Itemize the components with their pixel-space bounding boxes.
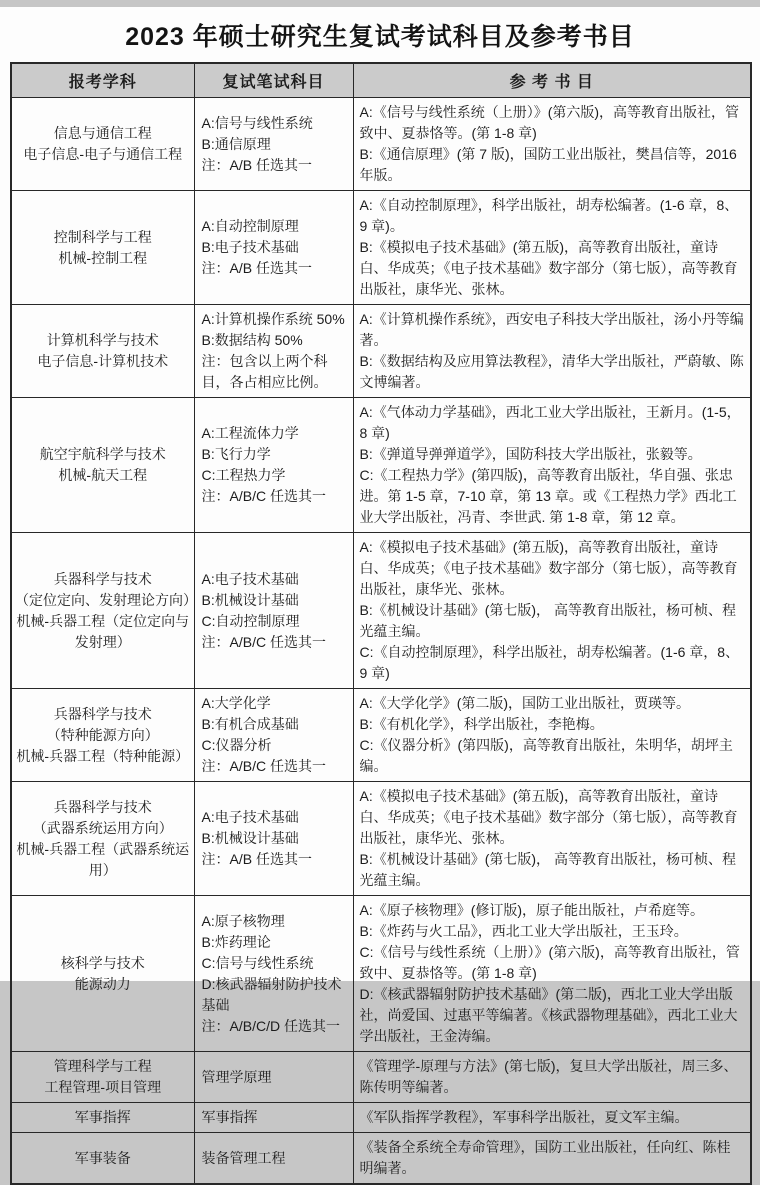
refs-cell — [353, 1103, 751, 1133]
reference-line: B:《弹道导弹弹道学》，国防科技大学出版社，张毅等。 — [359, 446, 702, 462]
subject-line: 兵器科学与技术 — [53, 570, 152, 587]
exam-line: 注：A/B/C/D 任选其一 — [201, 1017, 340, 1034]
exam-line: B:有机合成基础 — [201, 716, 299, 732]
reference-line: 《装备全系统全寿命管理》，国防工业出版社，任向红、陈桂明编著。 — [359, 1139, 731, 1176]
table-row — [11, 1103, 751, 1133]
exam-line: A:信号与线性系统 — [201, 114, 313, 131]
exam-cell — [194, 1103, 353, 1133]
exam-cell — [194, 398, 353, 533]
exam-line: 注：A/B/C 任选其一 — [201, 488, 326, 504]
subject-cell — [11, 1133, 194, 1185]
refs-cell — [353, 1052, 751, 1103]
exam-line: A:计算机操作系统 50% — [201, 311, 345, 327]
subject-line: 工程管理-项目管理 — [44, 1079, 162, 1095]
table-body — [11, 98, 751, 1185]
subject-cell — [11, 533, 197, 689]
subject-line: 机械-控制工程 — [58, 249, 148, 266]
reference-line: A:《模拟电子技术基础》(第五版)，高等教育出版社，童诗白、华成英；《电子技术基础》数字部分（第七版），高等教育出版社，康华光、张林。 — [359, 539, 738, 597]
exam-line: A:大学化学 — [201, 695, 271, 711]
subject-cell — [11, 1103, 194, 1133]
header-subject: 报考学科 — [11, 63, 194, 98]
exam-line: D:核武器辐射防护技术基础 — [201, 975, 342, 1013]
subject-line: 信息与通信工程 — [53, 125, 152, 141]
subject-cell — [11, 398, 194, 533]
reference-line: C:《仪器分析》(第四版)，高等教育出版社，朱明华，胡坪主编。 — [359, 737, 733, 774]
refs-cell — [353, 98, 751, 191]
table-row — [11, 398, 751, 533]
subject-line: 控制科学与工程 — [53, 228, 152, 245]
subject-line: 航空宇航科学与技术 — [39, 446, 166, 462]
subject-line: 兵器科学与技术 — [53, 798, 152, 815]
table-row — [11, 1052, 751, 1103]
table-row — [11, 191, 751, 305]
exam-line: A:自动控制原理 — [201, 218, 299, 234]
subject-line: 机械-兵器工程（定位定向与发射理） — [16, 612, 190, 650]
exam-line: B:飞行力学 — [201, 446, 271, 462]
exam-line: 注：A/B 任选其一 — [201, 851, 312, 867]
exam-line: A:电子技术基础 — [201, 809, 299, 825]
reference-line: A:《自动控制原理》，科学出版社，胡寿松编著。(1-6 章，8、9 章)。 — [359, 197, 739, 234]
exam-cell — [194, 533, 353, 689]
reference-line: 《管理学-原理与方法》(第七版)，复旦大学出版社，周三多、陈传明等编著。 — [359, 1058, 738, 1095]
exam-cell — [194, 782, 353, 896]
exam-line: B:机械设计基础 — [201, 830, 299, 846]
reference-line: B:《模拟电子技术基础》(第五版)，高等教育出版社，童诗白、华成英；《电子技术基础》数字部分（第七版），高等教育出版社，康华光、张林。 — [359, 239, 738, 297]
exam-cell — [194, 1052, 353, 1103]
exam-line: B:电子技术基础 — [201, 239, 299, 255]
reference-line: C:《信号与线性系统（上册）》(第六版)，高等教育出版社，管致中、夏恭恪等。(第 1-8 章) — [359, 944, 740, 981]
reference-line: A:《大学化学》(第二版)，国防工业出版社，贾瑛等。 — [359, 695, 691, 711]
exam-line: B:数据结构 50% — [201, 332, 303, 348]
subject-line: 机械-航天工程 — [58, 467, 148, 483]
reference-line: B:《有机化学》，科学出版社，李艳梅。 — [359, 716, 604, 732]
reference-line: A:《原子核物理》(修订版)，原子能出版社，卢希庭等。 — [359, 902, 705, 918]
subject-line: 能源动力 — [74, 975, 131, 992]
exam-line: B:机械设计基础 — [201, 591, 299, 608]
subject-line: 核科学与技术 — [60, 954, 145, 971]
exam-line: 注：A/B/C 任选其一 — [201, 758, 326, 774]
subject-line: 机械-兵器工程（特种能源） — [16, 747, 190, 764]
reference-line: B:《机械设计基础》(第七版)， 高等教育出版社，杨可桢、程光蕴主编。 — [359, 602, 736, 639]
exam-line: C:自动控制原理 — [201, 612, 300, 629]
subject-line: 管理科学与工程 — [53, 1058, 152, 1074]
subject-line: （特种能源方向） — [46, 726, 159, 743]
reference-line: B:《炸药与火工品》，西北工业大学出版社，王玉玲。 — [359, 923, 688, 939]
table-row — [11, 689, 751, 782]
refs-cell — [353, 191, 751, 305]
table-row — [11, 305, 751, 398]
subject-cell — [11, 896, 194, 1052]
subject-line: （定位定向、发射理论方向） — [15, 591, 197, 608]
refs-cell — [353, 782, 751, 896]
subject-cell — [11, 98, 194, 191]
exam-line: 装备管理工程 — [201, 1149, 286, 1166]
reference-line: A:《计算机操作系统》，西安电子科技大学出版社，汤小丹等编著。 — [359, 311, 744, 348]
exam-line: 军事指挥 — [201, 1109, 258, 1125]
subject-cell — [11, 305, 194, 398]
exam-line: C:仪器分析 — [201, 737, 272, 753]
subject-cell — [11, 689, 194, 782]
exam-cell — [194, 896, 353, 1052]
reference-line: B:《通信原理》(第 7 版)，国防工业出版社，樊昌信等，2016 年版。 — [359, 146, 737, 183]
reference-line: A:《信号与线性系统（上册）》(第六版)，高等教育出版社，管致中、夏恭恪等。(第 1-8 章) — [359, 104, 740, 141]
subject-line: 电子信息-计算机技术 — [37, 353, 169, 369]
subject-cell — [11, 191, 194, 305]
exam-line: A:电子技术基础 — [201, 570, 299, 587]
exam-cell — [194, 689, 353, 782]
subject-line: （武器系统运用方向） — [32, 819, 173, 836]
reference-line: D:《核武器辐射防护技术基础》(第二版)，西北工业大学出版社，尚爱国、过惠平等编著。《核武器物理基础》，西北工业大学出版社，王金涛编。 — [359, 986, 738, 1044]
refs-cell — [353, 533, 751, 689]
refs-cell — [353, 305, 751, 398]
refs-cell — [353, 896, 751, 1052]
exam-line: A:工程流体力学 — [201, 425, 299, 441]
exam-line: C:信号与线性系统 — [201, 954, 314, 971]
reference-line: B:《数据结构及应用算法教程》，清华大学出版社，严蔚敏、陈文博编著。 — [359, 353, 744, 390]
exam-line: A:原子核物理 — [201, 912, 285, 929]
exam-cell — [194, 98, 353, 191]
exam-line: C:工程热力学 — [201, 467, 286, 483]
table-row — [11, 1133, 751, 1185]
header-exam-subjects: 复试笔试科目 — [194, 63, 353, 98]
exam-cell — [194, 1133, 353, 1185]
page-title: 2023 年硕士研究生复试考试科目及参考书目 — [125, 23, 635, 51]
reference-table — [10, 62, 752, 1185]
subject-cell — [11, 782, 194, 896]
subject-line: 计算机科学与技术 — [46, 332, 159, 348]
refs-cell — [353, 689, 751, 782]
reference-line: A:《模拟电子技术基础》(第五版)，高等教育出版社，童诗白、华成英；《电子技术基础》数字部分（第七版），高等教育出版社，康华光、张林。 — [359, 788, 738, 846]
reference-line: 《军队指挥学教程》，军事科学出版社，夏文军主编。 — [359, 1109, 689, 1125]
exam-cell — [194, 305, 353, 398]
header-row — [11, 63, 751, 98]
exam-line: B:炸药理论 — [201, 933, 271, 950]
header-reference-books: 参 考 书 目 — [353, 63, 751, 98]
subject-cell — [11, 1052, 194, 1103]
refs-cell — [353, 398, 751, 533]
exam-line: 管理学原理 — [201, 1068, 272, 1085]
subject-line: 军事装备 — [74, 1149, 131, 1166]
reference-line: C:《工程热力学》(第四版)，高等教育出版社，华自强、张忠进。第 1-5 章，7-10 章，第 13 章。或《工程热力学》西北工业大学出版社，冯青、李世武. 第 1-8 章，第 12 章。 — [359, 467, 737, 525]
reference-line: B:《机械设计基础》(第七版)， 高等教育出版社，杨可桢、程光蕴主编。 — [359, 851, 736, 888]
subject-line: 兵器科学与技术 — [53, 705, 152, 722]
refs-cell — [353, 1133, 751, 1185]
table-row — [11, 98, 751, 191]
document-page — [0, 7, 760, 1176]
subject-line: 机械-兵器工程（武器系统运用） — [16, 840, 190, 878]
exam-line: 注：包含以上两个科目，各占相应比例。 — [201, 353, 328, 390]
table-row — [11, 533, 751, 689]
reference-line: C:《自动控制原理》，科学出版社，胡寿松编著。(1-6 章，8、9 章) — [359, 644, 740, 681]
exam-line: 注：A/B 任选其一 — [201, 260, 312, 276]
exam-line: B:通信原理 — [201, 135, 271, 152]
exam-line: 注：A/B/C 任选其一 — [201, 633, 326, 650]
subject-line: 电子信息-电子与通信工程 — [23, 146, 183, 162]
exam-cell — [194, 191, 353, 305]
table-row — [11, 896, 751, 1052]
subject-line: 军事指挥 — [74, 1109, 131, 1125]
table-row — [11, 782, 751, 896]
reference-line: A:《气体动力学基础》，西北工业大学出版社，王新月。(1-5，8 章) — [359, 404, 741, 441]
exam-line: 注：A/B 任选其一 — [201, 156, 312, 173]
